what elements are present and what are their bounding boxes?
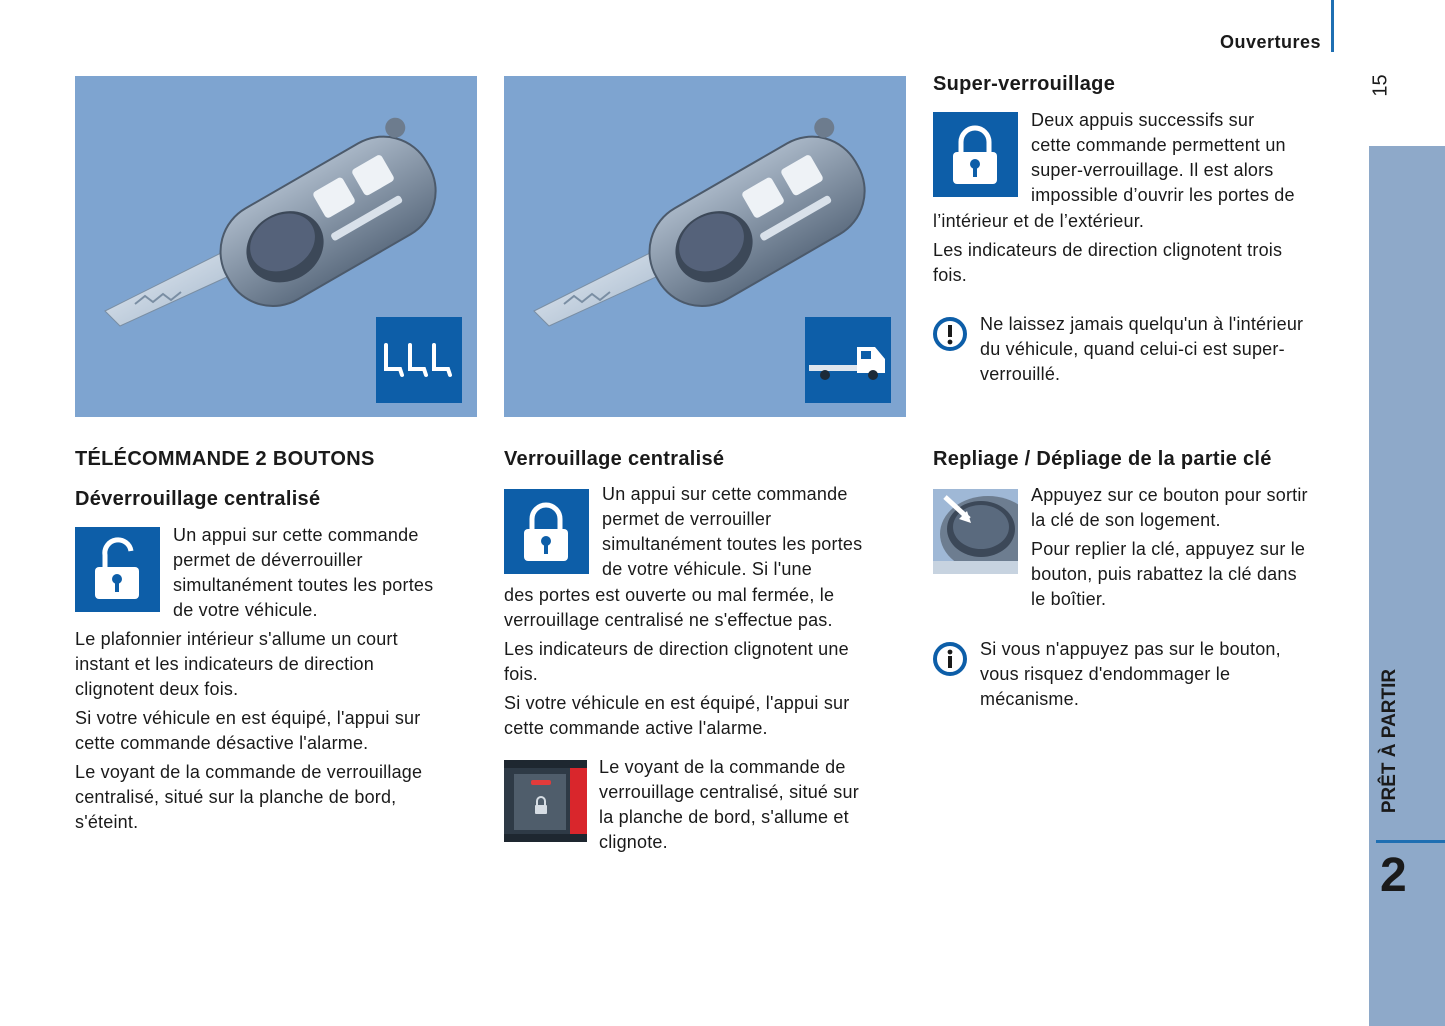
header-rule [1331,0,1334,52]
text-line: cette commande désactive l'alarme. [75,733,369,753]
text-line: Si vous n'appuyez pas sur le bouton, [980,639,1281,659]
text-line: cette commande permettent un [1031,135,1286,155]
key-fob-photo-lock [504,76,906,417]
text-line: clignotent deux fois. [75,679,239,699]
text-line: de votre véhicule. [173,600,318,620]
warning-icon [933,317,967,351]
unlock-description [173,523,433,623]
text-line: clignote. [599,832,668,852]
text-line: Deux appuis successifs sur [1031,110,1255,130]
text-line: Un appui sur cette commande [173,525,419,545]
text-line: Les indicateurs de direction clignotent une [504,639,849,659]
text-line: bouton, puis rabattez la clé dans [1031,564,1297,584]
text-line: Ne laissez jamais quelqu'un à l'intérieur [980,314,1304,334]
section-title: Ouvertures [1219,32,1321,52]
dashboard-lock-indicator-icon [504,760,587,842]
text-line: instant et les indicateurs de direction [75,654,374,674]
remote-title: TÉLÉCOMMANDE 2 BOUTONS [75,448,375,470]
unlock-indicator-paragraph [75,760,422,835]
key-fob-photo-unlock [75,76,477,417]
lock-description [602,482,862,582]
text-line: Pour replier la clé, appuyez sur le [1031,539,1306,559]
text-line: permet de déverrouiller [173,550,363,570]
text-line: super-verrouillage. Il est alors [1031,160,1274,180]
text-line: verrouillage centralisé, situé sur [599,782,859,802]
fold-out-text [1031,483,1308,533]
lock-indicator-text [599,755,859,855]
unlock-lights-paragraph [75,627,398,702]
unlock-padlock-icon [75,527,160,612]
text-line: l’intérieur et de l’extérieur. [933,211,1145,231]
text-line: fois. [933,265,968,285]
text-line: centralisé, situé sur la planche de bord, [75,787,397,807]
fold-info-note [980,637,1281,712]
lock-alarm-paragraph [504,691,849,741]
chapter-rule [1376,840,1445,843]
fold-in-text [1031,537,1305,612]
lock-title: Verrouillage centralisé [504,448,725,470]
info-icon [933,642,967,676]
fold-button-icon [933,489,1018,574]
super-lock-lights-paragraph [933,238,1282,288]
chapter-label: PRÊT À PARTIR [1379,668,1400,814]
page-number: 15 [1369,74,1392,97]
text-line: la clé de son logement. [1031,510,1221,530]
text-line: Appuyez sur ce bouton pour sortir [1031,485,1308,505]
text-line: Si votre véhicule en est équipé, l'appui sur [75,708,421,728]
text-line: vous risquez d'endommager le [980,664,1231,684]
chapter-number: 2 [1380,849,1407,902]
seats-badge-icon [376,317,462,403]
text-line: la planche de bord, s'allume et [599,807,849,827]
text-line: Si votre véhicule en est équipé, l'appui sur [504,693,850,713]
unlock-subtitle: Déverrouillage centralisé [75,488,321,510]
text-line: le boîtier. [1031,589,1107,609]
text-line: Le voyant de la commande de verrouillage [75,762,423,782]
text-line: Un appui sur cette commande [602,484,848,504]
text-line: verrouillage centralisé ne s'effectue pas. [504,610,833,630]
text-line: des portes est ouverte ou mal fermée, le [504,585,835,605]
text-line: du véhicule, quand celui-ci est super- [980,339,1285,359]
text-line: de votre véhicule. Si l'une [602,559,812,579]
text-line: verrouillé. [980,364,1061,384]
van-badge-icon [805,317,891,403]
text-line: mécanisme. [980,689,1080,709]
super-lock-title: Super-verrouillage [933,73,1116,95]
lock-description-continued [504,583,834,633]
super-lock-warning [980,312,1303,387]
text-line: Les indicateurs de direction clignotent trois [933,240,1283,260]
text-line: Le plafonnier intérieur s'allume un court [75,629,398,649]
text-line: s'éteint. [75,812,139,832]
super-lock-description [1031,108,1295,208]
lock-padlock-icon [504,489,589,574]
text-line: simultanément toutes les portes [602,534,863,554]
lock-lights-paragraph [504,637,849,687]
text-line: cette commande active l'alarme. [504,718,768,738]
text-line: Le voyant de la commande de [599,757,846,777]
text-line: simultanément toutes les portes [173,575,434,595]
unlock-alarm-paragraph [75,706,420,756]
text-line: permet de verrouiller [602,509,772,529]
fold-key-title: Repliage / Dépliage de la partie clé [933,448,1272,470]
super-lock-description-continued [933,209,1144,234]
text-line: fois. [504,664,539,684]
super-lock-padlock-icon [933,112,1018,197]
text-line: impossible d’ouvrir les portes de [1031,185,1295,205]
